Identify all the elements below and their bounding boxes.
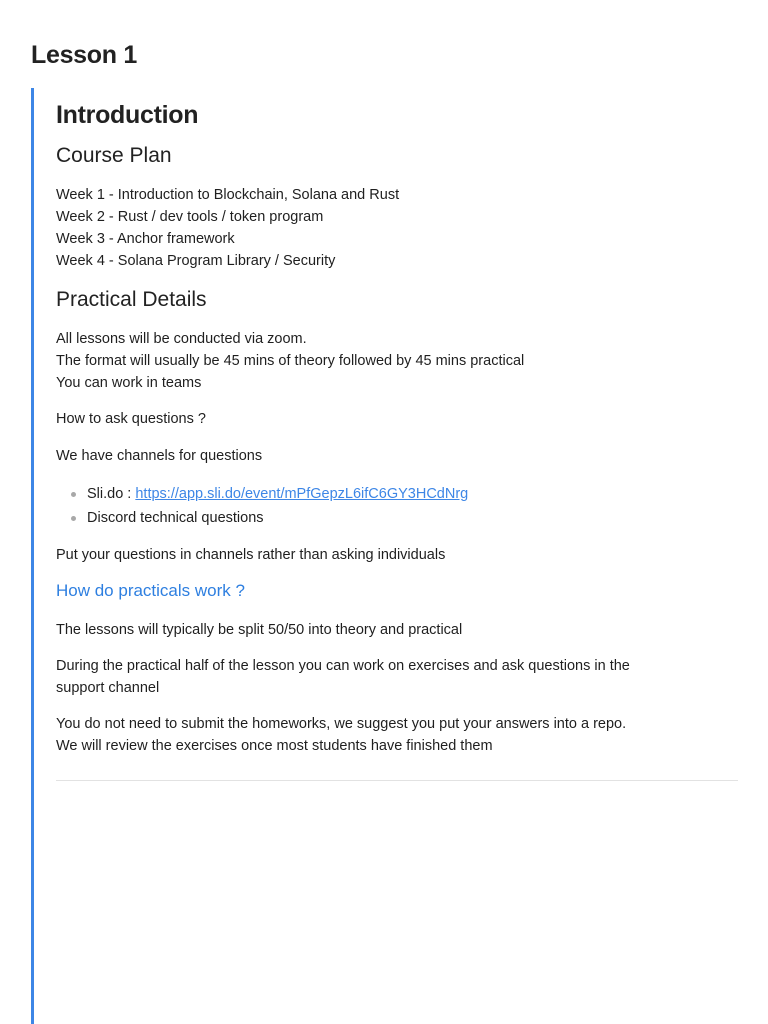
homework-line-2: We will review the exercises once most students have finished them — [56, 738, 493, 754]
list-item-slido — [56, 482, 468, 506]
homework-line-1: You do not need to submit the homeworks, we suggest you put your answers into a repo. — [56, 716, 627, 732]
week-2-line: Week 2 - Rust / dev tools / token program — [56, 209, 324, 225]
practicals-split-text: The lessons will typically be split 50/50 into theory and practical — [56, 622, 463, 638]
channels-note-text: Put your questions in channels rather than asking individuals — [56, 547, 446, 563]
ask-questions-text: How to ask questions ? — [56, 411, 206, 427]
list-item-discord — [56, 506, 468, 530]
slido-link[interactable]: https://app.sli.do/event/mPfGepzL6ifC6GY3HCdNrg — [135, 486, 469, 502]
slido-label: Sli.do : — [87, 486, 136, 502]
practicals-exercises-line-2: support channel — [56, 680, 160, 696]
week-1-line: Week 1 - Introduction to Blockchain, Solana and Rust — [56, 187, 400, 203]
lesson-content-block — [31, 88, 738, 1024]
week-4-line: Week 4 - Solana Program Library / Security — [56, 253, 336, 269]
page-title: Lesson 1 — [31, 41, 137, 69]
channels-intro-text: We have channels for questions — [56, 448, 263, 464]
practical-details-heading: Practical Details — [56, 288, 207, 311]
course-plan-heading: Course Plan — [56, 144, 172, 167]
introduction-heading: Introduction — [56, 101, 199, 129]
week-3-line: Week 3 - Anchor framework — [56, 231, 235, 247]
details-line-teams: You can work in teams — [56, 375, 202, 391]
details-line-format: The format will usually be 45 mins of theory followed by 45 mins practical — [56, 353, 525, 369]
discord-label: Discord technical questions — [87, 510, 264, 526]
section-divider — [56, 780, 738, 781]
practicals-exercises-line-1: During the practical half of the lesson you can work on exercises and ask questions in the — [56, 658, 630, 674]
how-practicals-heading: How do practicals work ? — [56, 581, 245, 600]
question-channels-list — [56, 482, 468, 530]
details-line-zoom: All lessons will be conducted via zoom. — [56, 331, 307, 347]
